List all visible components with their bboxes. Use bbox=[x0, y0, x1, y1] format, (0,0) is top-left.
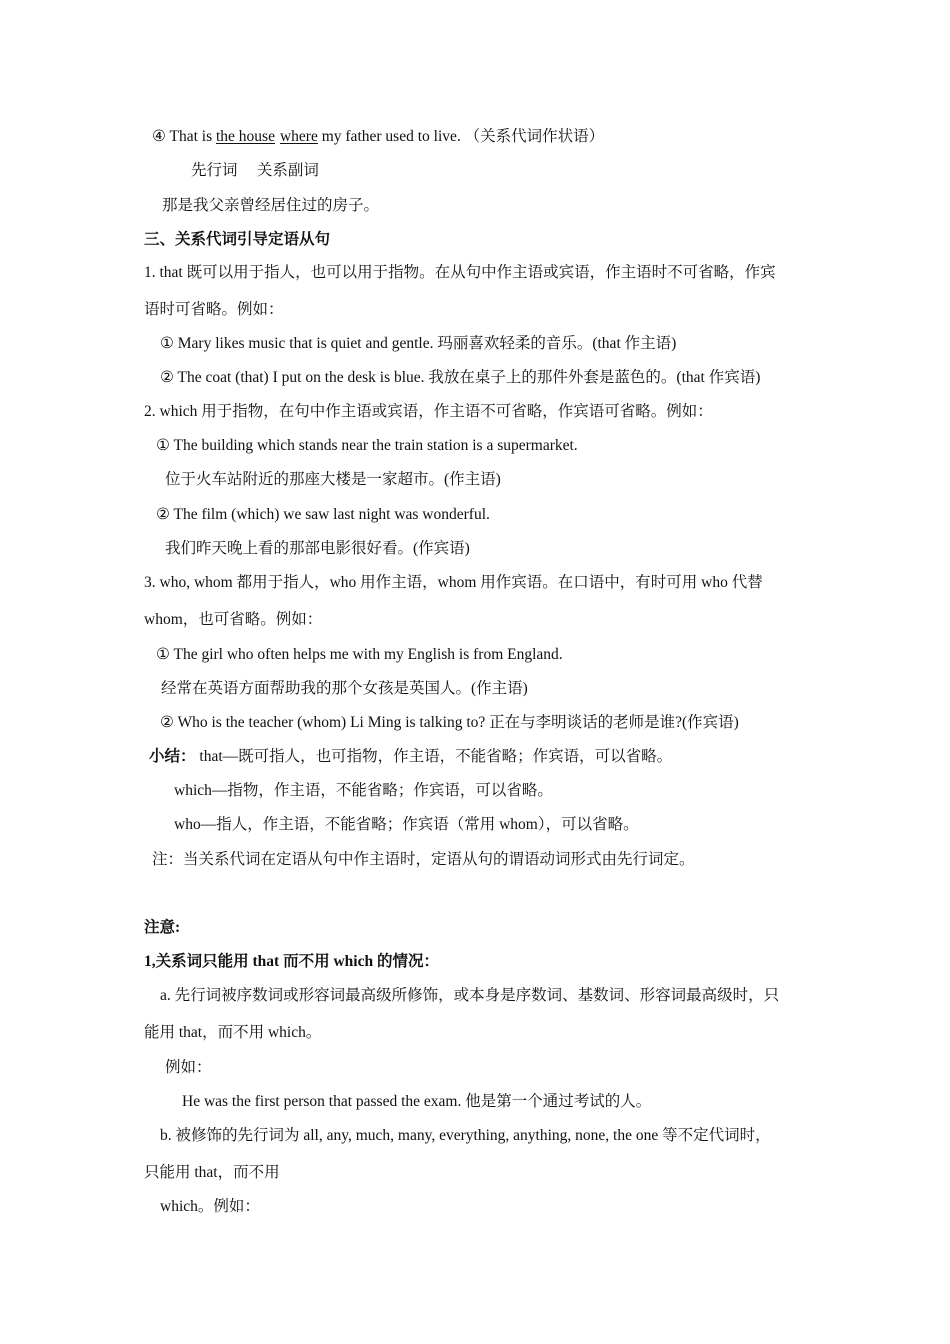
example-sentence: He was the first person that passed the exam. 他是第一个通过考试的人。 bbox=[182, 1093, 652, 1110]
summary-which: which—指物，作主语，不能省略；作宾语，可以省略。 bbox=[174, 782, 553, 799]
example-4-line bbox=[152, 127, 604, 147]
rule-3-example-1: ① The girl who often helps me with my English is from England. bbox=[156, 646, 563, 663]
summary-who: who—指人，作主语，不能省略；作宾语（常用 whom），可以省略。 bbox=[174, 816, 639, 833]
rule-1-line-1: 1. that 既可以用于指人，也可以用于指物。在从句中作主语或宾语，作主语时不可省略，作宾 bbox=[144, 264, 776, 281]
summary-that: that—既可指人，也可指物，作主语，不能省略；作宾语，可以省略。 bbox=[195, 748, 673, 765]
attention-heading: 注意: bbox=[144, 919, 181, 936]
rule-2-example-1-translation: 位于火车站附近的那座大楼是一家超市。(作主语) bbox=[165, 471, 501, 488]
summary-that-line bbox=[149, 747, 672, 767]
antecedent-phrase: the house bbox=[215, 128, 275, 145]
summary-note: 注：当关系代词在定语从句中作主语时，定语从句的谓语动词形式由先行词定。 bbox=[152, 851, 695, 868]
example-4-translation: 那是我父亲曾经居住过的房子。 bbox=[162, 197, 380, 214]
rule-2-line-1: 2. which 用于指物，在句中作主语或宾语，作主语不可省略，作宾语可省略。例如： bbox=[144, 403, 713, 420]
section-heading: 三、关系代词引导定语从句 bbox=[144, 231, 331, 248]
rule-1-example-2: ② The coat (that) I put on the desk is blue. 我放在桌子上的那件外套是蓝色的。(that 作宾语) bbox=[160, 369, 761, 386]
rule-3-line-2: whom，也可省略。例如： bbox=[144, 611, 323, 628]
summary-label: 小结： bbox=[149, 748, 196, 765]
rule-3-example-2: ② Who is the teacher (whom) Li Ming is talking to? 正在与李明谈话的老师是谁?(作宾语) bbox=[160, 714, 739, 731]
point-1-title: 1,关系词只能用 that 而不用 which 的情况： bbox=[144, 953, 439, 970]
example-4-notes: 先行词 关系副词 bbox=[191, 162, 319, 179]
example-4-prefix: ④ That is bbox=[152, 128, 216, 145]
point-a-line-1: a. 先行词被序数词或形容词最高级所修饰，或本身是序数词、基数词、形容词最高级时，只 bbox=[160, 987, 780, 1004]
point-b-line-3: which。例如： bbox=[160, 1198, 260, 1215]
rule-3-line-1: 3. who, whom 都用于指人，who 用作主语，whom 用作宾语。在口语中，有时可用 who 代替 bbox=[144, 574, 763, 591]
point-b-line-1: b. 被修饰的先行词为 all, any, much, many, everything, anything, none, the one 等不定代词时， bbox=[160, 1127, 771, 1144]
rule-2-example-1: ① The building which stands near the train station is a supermarket. bbox=[156, 437, 578, 454]
rule-1-line-2: 语时可省略。例如： bbox=[144, 301, 284, 318]
rule-1-example-1: ① Mary likes music that is quiet and gentle. 玛丽喜欢轻柔的音乐。(that 作主语) bbox=[160, 335, 677, 352]
rule-2-example-2: ② The film (which) we saw last night was wonderful. bbox=[156, 506, 490, 523]
point-a-line-2: 能用 that，而不用 which。 bbox=[144, 1024, 322, 1041]
rule-3-example-1-translation: 经常在英语方面帮助我的那个女孩是英国人。(作主语) bbox=[161, 680, 528, 697]
example-label: 例如： bbox=[165, 1059, 212, 1076]
example-4-rest: my father used to live. （关系代词作状语） bbox=[317, 128, 605, 145]
rule-2-example-2-translation: 我们昨天晚上看的那部电影很好看。(作宾语) bbox=[165, 540, 470, 557]
point-b-line-2: 只能用 that，而不用 bbox=[144, 1164, 280, 1181]
relative-adverb: where bbox=[279, 128, 318, 145]
